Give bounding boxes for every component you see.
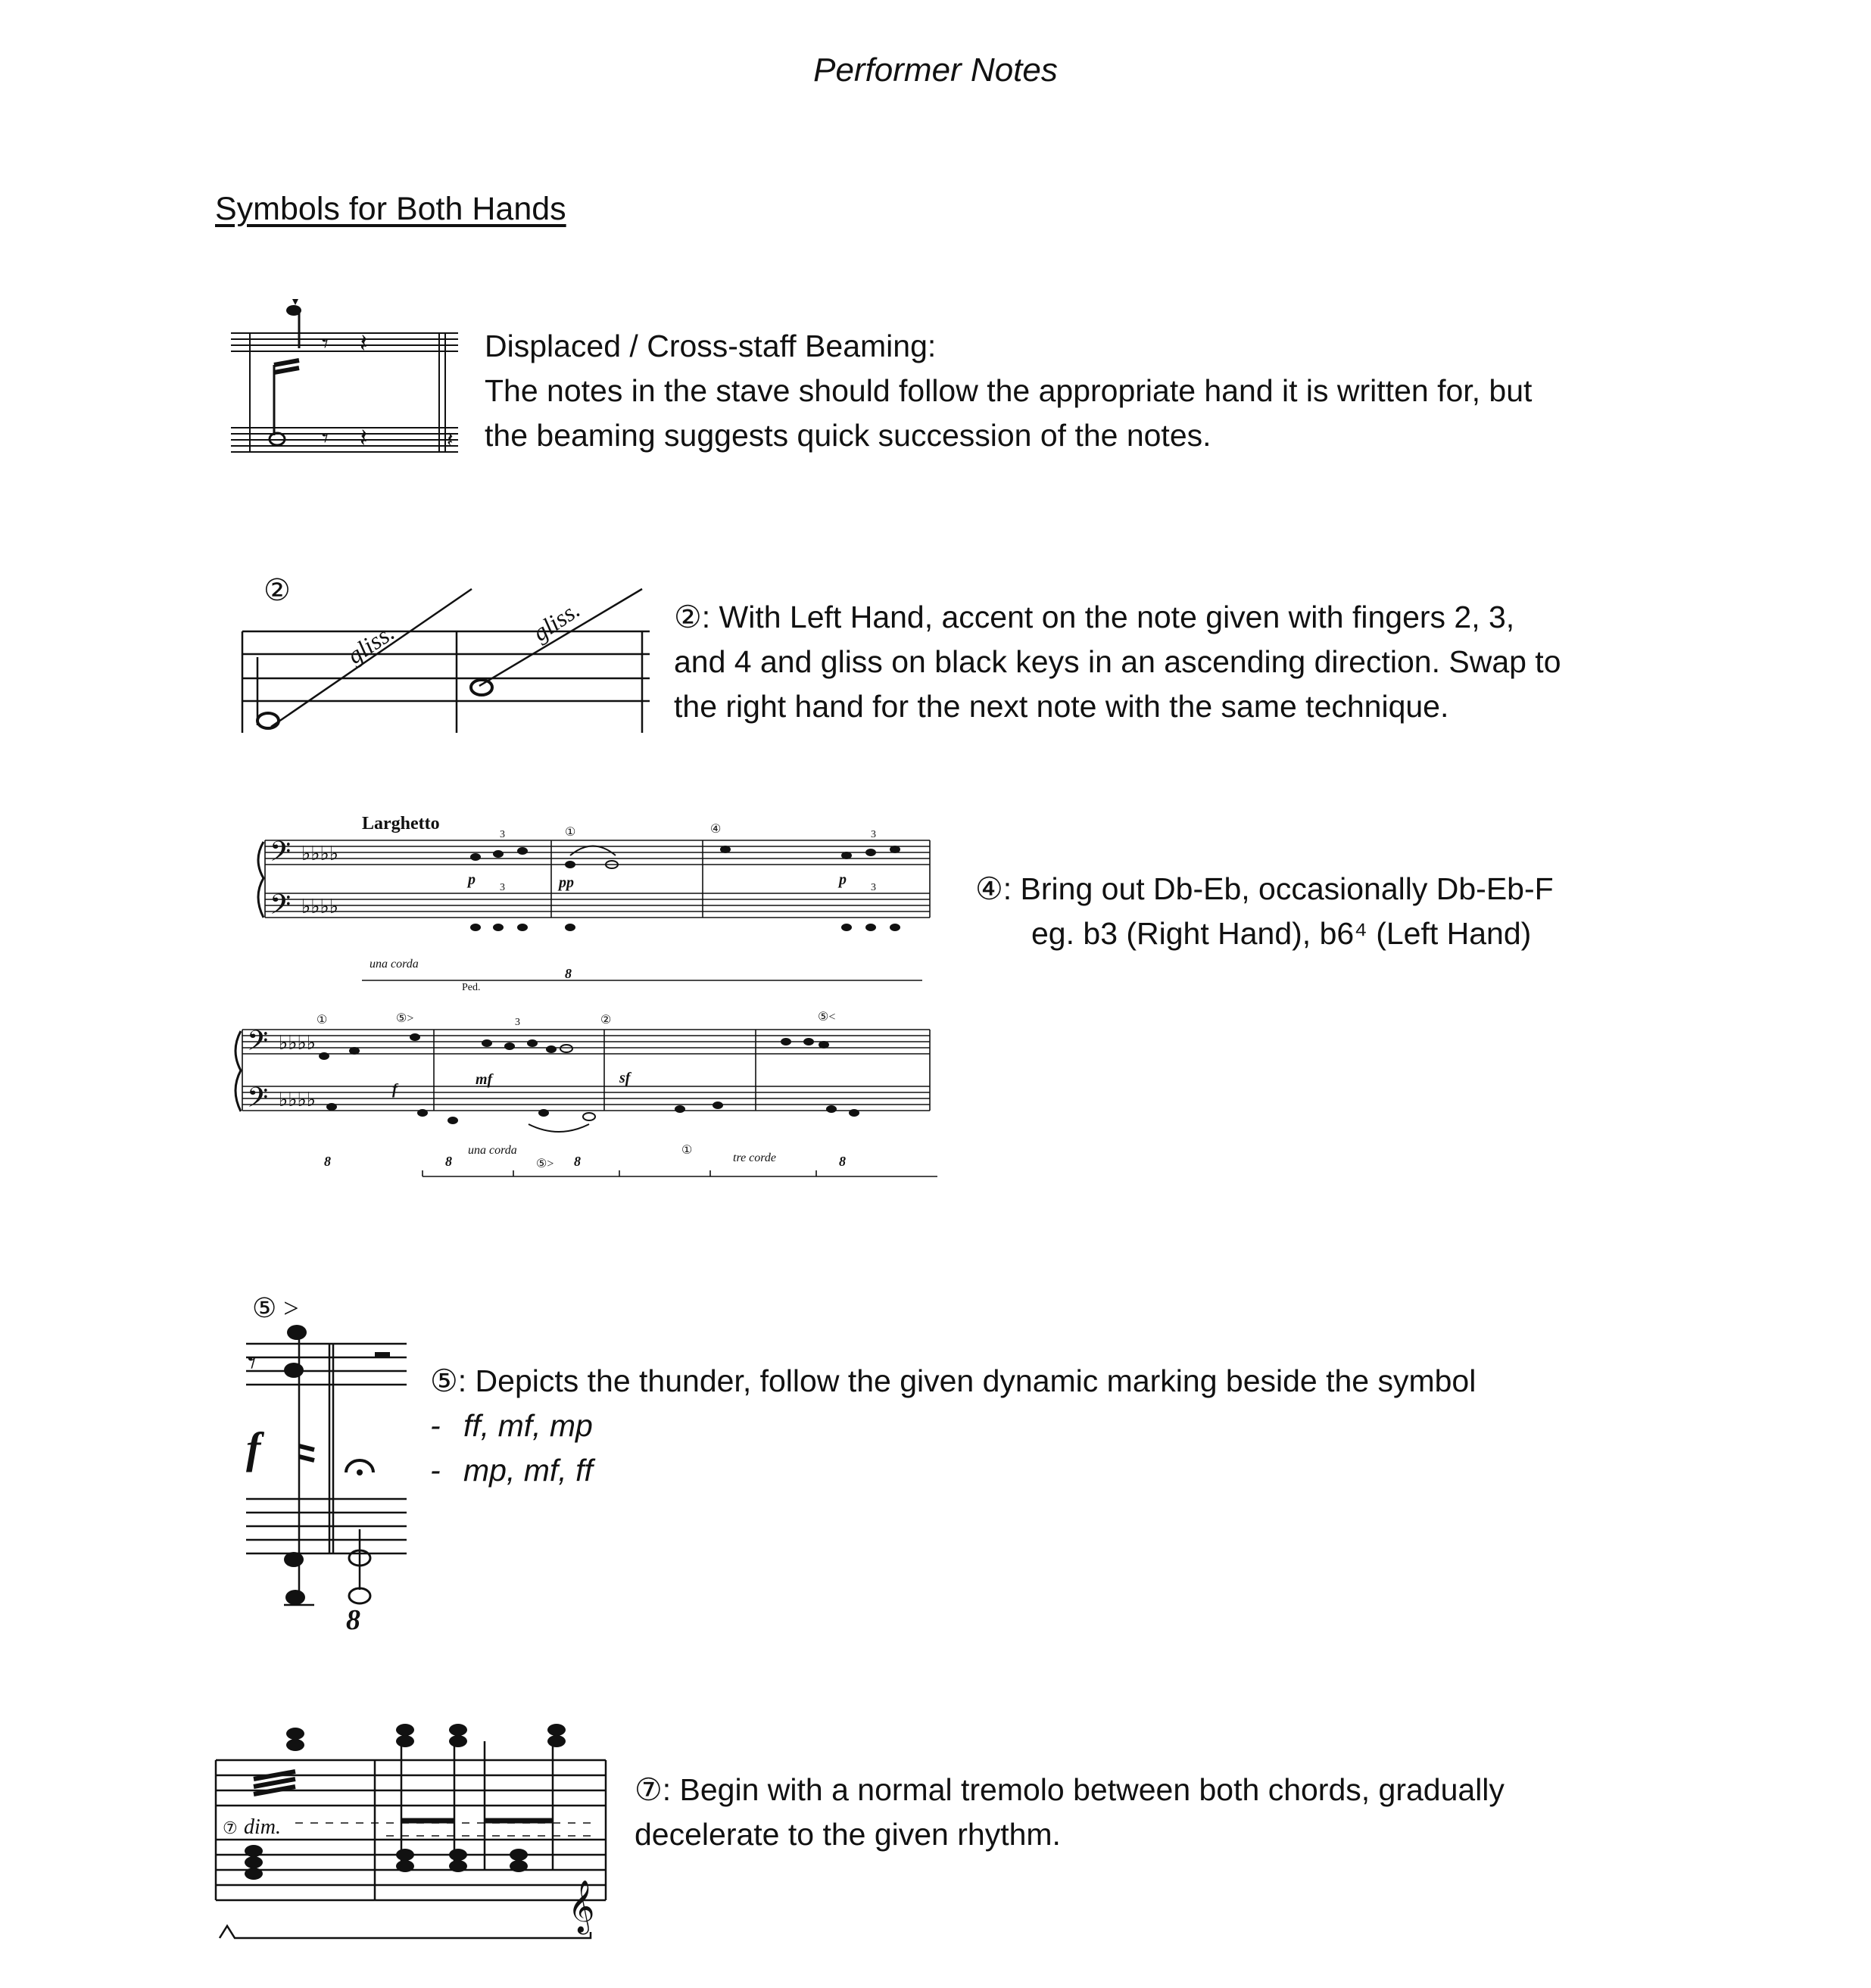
svg-text:♭♭♭♭: ♭♭♭♭ [279,1032,317,1054]
svg-text:⑤<: ⑤< [818,1011,836,1024]
item-1-line: the beaming suggests quick succession of the notes. [485,418,1211,453]
item-4-text [430,1359,1476,1493]
item-2-text [674,595,1561,729]
svg-text:𝄽: 𝄽 [360,425,368,453]
page-title: Performer Notes [813,51,1058,89]
svg-text:𝄢: 𝄢 [270,837,292,874]
svg-text:①: ① [565,826,576,839]
cross-staff-beaming-figure [227,295,469,469]
svg-text:①: ① [317,1014,328,1027]
svg-text:𝄢: 𝄢 [247,1026,269,1063]
item-3-text [975,867,1554,956]
svg-text:gliss.: gliss. [341,618,400,669]
svg-text:p: p [468,871,476,888]
svg-text:⑤>: ⑤> [396,1012,414,1025]
svg-text:♭♭♭♭: ♭♭♭♭ [301,896,339,918]
circled-marker: ⑦ [223,1818,238,1837]
circled-marker: ⑤ > [252,1293,299,1323]
svg-text:tre corde: tre corde [733,1151,777,1164]
item-2-line: ②: With Left Hand, accent on the note given with fingers 2, 3, [674,600,1515,634]
svg-text:mf: mf [476,1071,493,1088]
svg-text:𝄾: 𝄾 [322,425,329,453]
tempo-marking: Larghetto [362,814,440,834]
svg-text:sf: sf [619,1070,631,1086]
svg-text:④: ④ [710,823,722,836]
item-2-line: the right hand for the next note with the same technique. [674,689,1449,724]
svg-text:𝄾: 𝄾 [248,1345,257,1382]
item-1-line: Displaced / Cross-staff Beaming: [485,329,937,363]
ottava-mark: 8 [346,1604,360,1636]
item-5-line: decelerate to the given rhythm. [635,1817,1061,1852]
larghetto-excerpt-figure [226,802,937,1196]
svg-text:①: ① [681,1144,693,1157]
svg-text:3: 3 [500,882,505,893]
dim-marking: dim. [244,1815,281,1839]
svg-text:𝄽: 𝄽 [360,330,368,358]
svg-text:8: 8 [445,1154,452,1169]
item-3-line: eg. b3 (Right Hand), b6⁴ (Left Hand) [1031,916,1532,951]
svg-text:una corda: una corda [370,958,419,971]
svg-text:p: p [839,871,847,888]
svg-text:⑤>: ⑤> [536,1158,554,1170]
svg-text:𝄞: 𝄞 [568,1881,595,1931]
gliss-figure [241,566,665,740]
item-5-line: ⑦: Begin with a normal tremolo between both chords, gradually [635,1772,1505,1807]
section-heading: Symbols for Both Hands [215,191,566,227]
svg-text:𝄢: 𝄢 [270,890,292,927]
svg-text:8: 8 [574,1154,581,1169]
svg-text:Ped.: Ped. [462,982,481,993]
item-2-line: and 4 and gliss on black keys in an ascending direction. Swap to [674,644,1561,679]
svg-text:gliss.: gliss. [527,595,585,647]
item-1-line: The notes in the stave should follow the appropriate hand it is written for, but [485,373,1533,408]
svg-text:3: 3 [871,829,876,840]
item-5-text [635,1768,1505,1857]
dynamic-f: f [246,1423,261,1472]
svg-text:𝄾: 𝄾 [322,330,329,358]
svg-text:♭♭♭♭: ♭♭♭♭ [279,1089,317,1111]
svg-text:pp: pp [559,874,574,891]
svg-text:8: 8 [565,966,572,981]
svg-text:♭♭♭♭: ♭♭♭♭ [301,843,339,865]
svg-text:8: 8 [839,1154,846,1169]
item-4-line: ⑤: Depicts the thunder, follow the given dynamic marking beside the symbol [430,1363,1477,1398]
svg-text:𝄽: 𝄽 [447,428,454,452]
svg-text:②: ② [600,1014,612,1027]
item-1-text [485,324,1532,458]
svg-text:f: f [392,1081,398,1098]
item-4-bullet: - mp, mf, ff [430,1453,593,1488]
svg-text:3: 3 [500,829,505,840]
svg-text:3: 3 [515,1017,520,1028]
svg-text:3: 3 [871,882,876,893]
tremolo-figure [212,1711,621,1953]
svg-text:8: 8 [324,1154,331,1169]
item-4-bullet: - ff, mf, mp [430,1408,593,1443]
circled-marker: ② [263,573,291,607]
svg-text:una corda: una corda [468,1144,517,1157]
item-3-line: ④: Bring out Db-Eb, occasionally Db-Eb-F [975,871,1554,906]
thunder-figure [239,1287,420,1635]
svg-text:𝄢: 𝄢 [247,1083,269,1120]
